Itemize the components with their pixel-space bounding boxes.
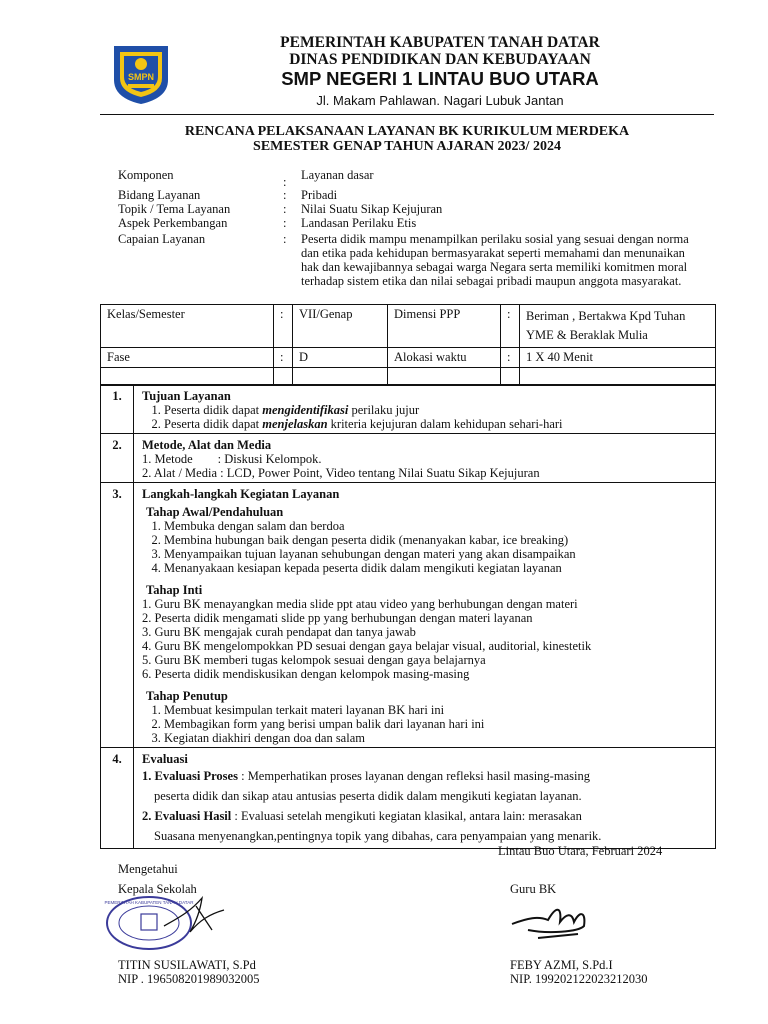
colon-cell: :: [501, 305, 520, 348]
section-body: [134, 434, 716, 483]
list-item: 1. Guru BK menayangkan media slide ppt atau video yang berhubungan dengan materi: [142, 597, 578, 611]
list-item: 3. Menyampaikan tujuan layanan sehubungan dengan materi yang akan disampaikan: [164, 547, 707, 561]
info-value: Layanan dasar: [301, 168, 374, 182]
info-colon: :: [283, 188, 287, 202]
section-number: 1.: [101, 385, 134, 434]
info-colon: :: [283, 232, 287, 246]
info-value: Peserta didik mampu menampilkan perilaku sosial yang sesuai dengan norma dan etika pada kehidupan bermasyarakat seperti memahami dan menunaikan hak dan kewajibannya sebagai warga Negara serta memiliki komitmen moral terhadap sistem etika dan nilai sebagai pribadi maupun anggota masyarakat.: [301, 232, 689, 288]
list-item: 2. Membagikan form yang berisi umpan balik dari layanan hari ini: [164, 717, 707, 731]
kepala-sekolah-label: Kepala Sekolah: [118, 882, 197, 896]
empty-cell: [101, 368, 274, 386]
school-name: SMP NEGERI 1 LINTAU BUO UTARA: [281, 68, 599, 89]
colon-cell: :: [501, 348, 520, 368]
subsection-title: Tahap Penutup: [146, 689, 228, 703]
school-logo: [108, 40, 174, 106]
info-key: Capaian Layanan: [118, 232, 206, 246]
info-value: Nilai Suatu Sikap Kejujuran: [301, 202, 443, 216]
list-item: 1. Membuka dengan salam dan berdoa: [164, 519, 707, 533]
list-item: 2. Peserta didik mengamati slide pp yang berhubungan dengan materi layanan: [142, 611, 533, 625]
section-title: Metode, Alat dan Media: [142, 438, 272, 452]
kepala-signature: [160, 888, 230, 938]
list-item: 1. Membuat kesimpulan terkait materi layanan BK hari ini: [164, 703, 707, 717]
list-item: 2. Membina hubungan baik dengan peserta didik (menanyakan kabar, ice breaking): [164, 533, 707, 547]
metode-line: 1. Metode : Diskusi Kelompok.: [142, 452, 322, 466]
svg-text:PEMERINTAH KABUPATEN TANAH DAT: PEMERINTAH KABUPATEN TANAH DATAR: [104, 900, 194, 905]
info-key: Aspek Perkembangan: [118, 216, 228, 230]
kepala-name: TITIN SUSILAWATI, S.Pd: [118, 958, 256, 972]
list-item: 1. Peserta didik dapat mengidentifikasi perilaku jujur: [164, 403, 707, 417]
fase-value: D: [293, 348, 388, 368]
list-item: 2. Peserta didik dapat menjelaskan kriteria kejujuran dalam kehidupan sehari-hari: [164, 417, 707, 431]
section-title: Langkah-langkah Kegiatan Layanan: [142, 487, 340, 501]
guru-name: FEBY AZMI, S.Pd.I: [510, 958, 613, 972]
info-value: Landasan Perilaku Etis: [301, 216, 417, 230]
colon-cell: :: [274, 348, 293, 368]
colon-cell: :: [274, 305, 293, 348]
info-colon: :: [283, 175, 287, 189]
empty-cell: [274, 368, 293, 386]
section-body: [134, 483, 716, 748]
list-item: 5. Guru BK memberi tugas kelompok sesuai dengan gaya belajarnya: [142, 653, 486, 667]
evaluasi-proses: 1. Evaluasi Proses : Memperhatikan proses layanan dengan refleksi hasil masing-masing: [142, 769, 590, 783]
fase-label: Fase: [101, 348, 274, 368]
tujuan-list: [142, 403, 707, 431]
section-title: Tujuan Layanan: [142, 389, 231, 403]
inti-list: [142, 597, 707, 681]
info-value: Pribadi: [301, 188, 338, 202]
header-line2: DINAS PENDIDIKAN DAN KEBUDAYAAN: [289, 51, 591, 68]
header-divider: [100, 114, 714, 115]
empty-cell: [293, 368, 388, 386]
section-evaluasi: [101, 748, 716, 849]
alokasi-label: Alokasi waktu: [388, 348, 501, 368]
empty-cell: [520, 368, 716, 386]
section-body: [134, 385, 716, 434]
class-info-table: [100, 304, 716, 386]
awal-list: [142, 519, 707, 575]
mengetahui-label: Mengetahui: [118, 862, 178, 876]
list-item: 3. Kegiatan diakhiri dengan doa dan salam: [164, 731, 707, 745]
guru-signature: [508, 898, 598, 948]
section-langkah: [101, 483, 716, 748]
section-number: 3.: [101, 483, 134, 748]
svg-text:SMPN: SMPN: [127, 72, 155, 82]
school-address: Jl. Makam Pahlawan. Nagari Lubuk Jantan: [316, 93, 564, 108]
info-key: Bidang Layanan: [118, 188, 201, 202]
list-item: 4. Guru BK mengelompokkan PD sesuai dengan gaya belajar visual, auditorial, kinestetik: [142, 639, 592, 653]
kepala-nip: NIP . 196508201989032005: [118, 972, 260, 986]
guru-bk-label: Guru BK: [510, 882, 557, 896]
empty-cell: [388, 368, 501, 386]
activity-table: [100, 384, 716, 849]
dimensi-label: Dimensi PPP: [388, 305, 501, 348]
evaluasi-hasil: 2. Evaluasi Hasil : Evaluasi setelah mengikuti kegiatan klasikal, antara lain: merasakan: [142, 809, 582, 823]
info-colon: :: [283, 216, 287, 230]
list-item: 6. Peserta didik mendiskusikan dengan kelompok masing-masing: [142, 667, 470, 681]
guru-nip: NIP. 199202122023212030: [510, 972, 648, 986]
section-title: Evaluasi: [142, 752, 188, 766]
header-line1: PEMERINTAH KABUPATEN TANAH DATAR: [280, 34, 600, 51]
section-number: 4.: [101, 748, 134, 849]
alat-line: 2. Alat / Media : LCD, Power Point, Video tentang Nilai Suatu Sikap Kejujuran: [142, 466, 540, 480]
kelas-label: Kelas/Semester: [101, 305, 274, 348]
subsection-title: Tahap Inti: [146, 583, 203, 597]
evaluasi-proses-cont: peserta didik dan sikap atau antusias peserta didik dalam mengikuti kegiatan layanan.: [154, 789, 582, 803]
info-key: Komponen: [118, 168, 174, 182]
alokasi-value: 1 X 40 Menit: [520, 348, 716, 368]
section-tujuan: [101, 385, 716, 434]
doc-title-line2: SEMESTER GENAP TAHUN AJARAN 2023/ 2024: [253, 139, 561, 154]
section-metode: [101, 434, 716, 483]
info-colon: :: [283, 202, 287, 216]
info-key: Topik / Tema Layanan: [118, 202, 231, 216]
section-number: 2.: [101, 434, 134, 483]
doc-title-line1: RENCANA PELAKSANAAN LAYANAN BK KURIKULUM MERDEKA: [184, 124, 630, 139]
dimensi-value: Beriman , Bertakwa Kpd Tuhan YME & Beraklak Mulia: [520, 305, 716, 348]
list-item: 4. Menanyakaan kesiapan kepada peserta didik dalam mengikuti kegiatan layanan: [164, 561, 707, 575]
section-body: [134, 748, 716, 849]
list-item: 3. Guru BK mengajak curah pendapat dan tanya jawab: [142, 625, 416, 639]
place-date: Lintau Buo Utara, Februari 2024: [498, 844, 663, 858]
kelas-value: VII/Genap: [293, 305, 388, 348]
subsection-title: Tahap Awal/Pendahuluan: [146, 505, 284, 519]
evaluasi-hasil-cont: Suasana menyenangkan,pentingnya topik yang dibahas, cara penyampaian yang menarik.: [154, 829, 602, 843]
penutup-list: [142, 703, 707, 745]
empty-cell: [501, 368, 520, 386]
